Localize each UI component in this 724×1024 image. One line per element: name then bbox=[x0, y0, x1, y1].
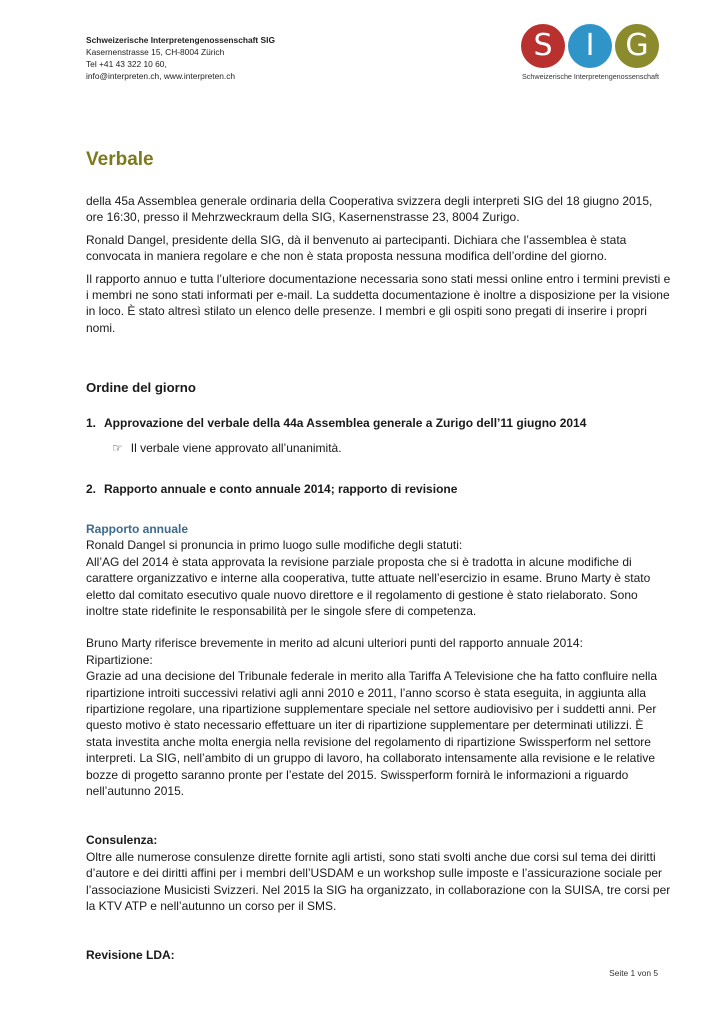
logo-circle-s: S bbox=[521, 24, 565, 68]
intro-paragraph: della 45a Assemblea generale ordinaria della Cooperativa svizzera degli interpreti SIG del 18 giugno 2015, ore 16:30, presso il Mehrzweckraum della SIG, Kasernenstrasse 23, 8004 Zurigo. bbox=[86, 194, 653, 225]
agenda-item-2 bbox=[86, 481, 672, 497]
annual-report-heading: Rapporto annuale bbox=[86, 521, 189, 536]
logo-circle-g: G bbox=[615, 24, 659, 68]
consulting-heading: Consulenza: bbox=[86, 833, 158, 848]
body-paragraph: Ronald Dangel si pronuncia in primo luogo sulle modifiche degli statuti: bbox=[86, 538, 463, 553]
sig-logo bbox=[521, 24, 673, 81]
agenda-item-number: 1. bbox=[86, 415, 97, 430]
body-paragraph: Oltre alle numerose consulenze dirette fornite agli artisti, sono stati svolti anche due corsi sul tema dei diritti d’autore e dei diritti affini per i membri dell’USDAM e un workshop sulle imposte e l’assicurazione sociale per l’associazione Musicisti Svizzeri. Nel 2015 la SIG ha organizzato, in collaborazione con la SUISA, tre corsi per la KTV ATP e nell’autunno un corso per il SMS. bbox=[86, 849, 671, 913]
distribution-label: Ripartizione: bbox=[86, 652, 153, 667]
org-contact: info@interpreten.ch, www.interpreten.ch bbox=[86, 71, 236, 81]
letterhead bbox=[86, 34, 275, 82]
intro-paragraph: Ronald Dangel, presidente della SIG, dà il benvenuto ai partecipanti. Dichiara che l’assemblea è stata convocata in maniera regolare e che non è stata proposta nessuna modifica dell’ordine del giorno. bbox=[86, 232, 627, 264]
resolution-text: Il verbale viene approvato all’unanimità. bbox=[130, 441, 342, 456]
logo-tagline: Schweizerische Interpretengenossenschaft bbox=[522, 72, 660, 81]
agenda-heading: Ordine del giorno bbox=[86, 380, 196, 396]
pointing-hand-icon: ☞ bbox=[112, 441, 123, 456]
agenda-item-number: 2. bbox=[86, 482, 97, 497]
agenda-item-text: Rapporto annuale e conto annuale 2014; rapporto di revisione bbox=[104, 482, 458, 497]
page-number: Seite 1 von 5 bbox=[609, 968, 658, 978]
agenda-item-text: Approvazione del verbale della 44a Assemblea generale a Zurigo dell’11 giugno 2014 bbox=[104, 415, 587, 430]
org-address: Kasernenstrasse 15, CH-8004 Zürich bbox=[86, 47, 225, 57]
agenda-item-1 bbox=[86, 415, 672, 431]
body-paragraph: Grazie ad una decisione del Tribunale federale in merito alla Tariffa A Televisione che ha fatto confluire nella ripartizione introiti successivi relativi agli anni 2010 e 2011, l’anno scorso è stata eseguita, in aggiunta alla ripartizione regolare, una ripartizione supplementare speciale nel settore audiovisivo per i suddetti anni. Per questo motivo è stato necessario effettuare un iter di ripartizione supplementare per determinati utilizzi. È stata investita anche molta energia nella revisione del regolamento di ripartizione Swissperform nel settore interpreti. La SIG, nell’ambito di un gruppo di lavoro, ha collaborato intensamente alla revisione e le relative bozze di progetto saranno pronte per l’estate del 2015. Swissperform fornirà le informazioni a riguardo nell’autunno 2015. bbox=[86, 669, 658, 798]
resolution-note bbox=[112, 440, 672, 456]
lda-revision-heading: Revisione LDA: bbox=[86, 948, 175, 963]
org-name: Schweizerische Interpretengenossenschaft SIG bbox=[86, 35, 275, 45]
intro-paragraph: Il rapporto annuo e tutta l’ulteriore documentazione necessaria sono stati messi online entro i termini previsti e i membri ne sono stati informati per e-mail. La suddetta documentazione è inoltre a disposizione per la visione in loco. È stato altresì stilato un elenco delle presenze. I membri e gli ospiti sono pregati di inserire i propri nomi. bbox=[86, 271, 671, 335]
org-phone: Tel +41 43 322 10 60, bbox=[86, 59, 167, 69]
document-body bbox=[86, 148, 672, 964]
body-paragraph: Bruno Marty riferisce brevemente in merito ad alcuni ulteriori punti del rapporto annuale 2014: bbox=[86, 636, 583, 651]
body-paragraph: All’AG del 2014 è stata approvata la revisione parziale proposta che si è tradotta in alcune modifiche di carattere organizzativo e interne alla cooperativa, tutte attuate nell’esercizio in esame. Bruno Marty è stato eletto dal comitato esecutivo quale nuovo direttore e il regolamento di gestione è stato rielaborato. Sono inoltre state ridefinite le responsabilità per le singole sfere di competenza. bbox=[86, 554, 651, 618]
document-title: Verbale bbox=[86, 149, 154, 170]
logo-circle-i: I bbox=[568, 24, 612, 68]
